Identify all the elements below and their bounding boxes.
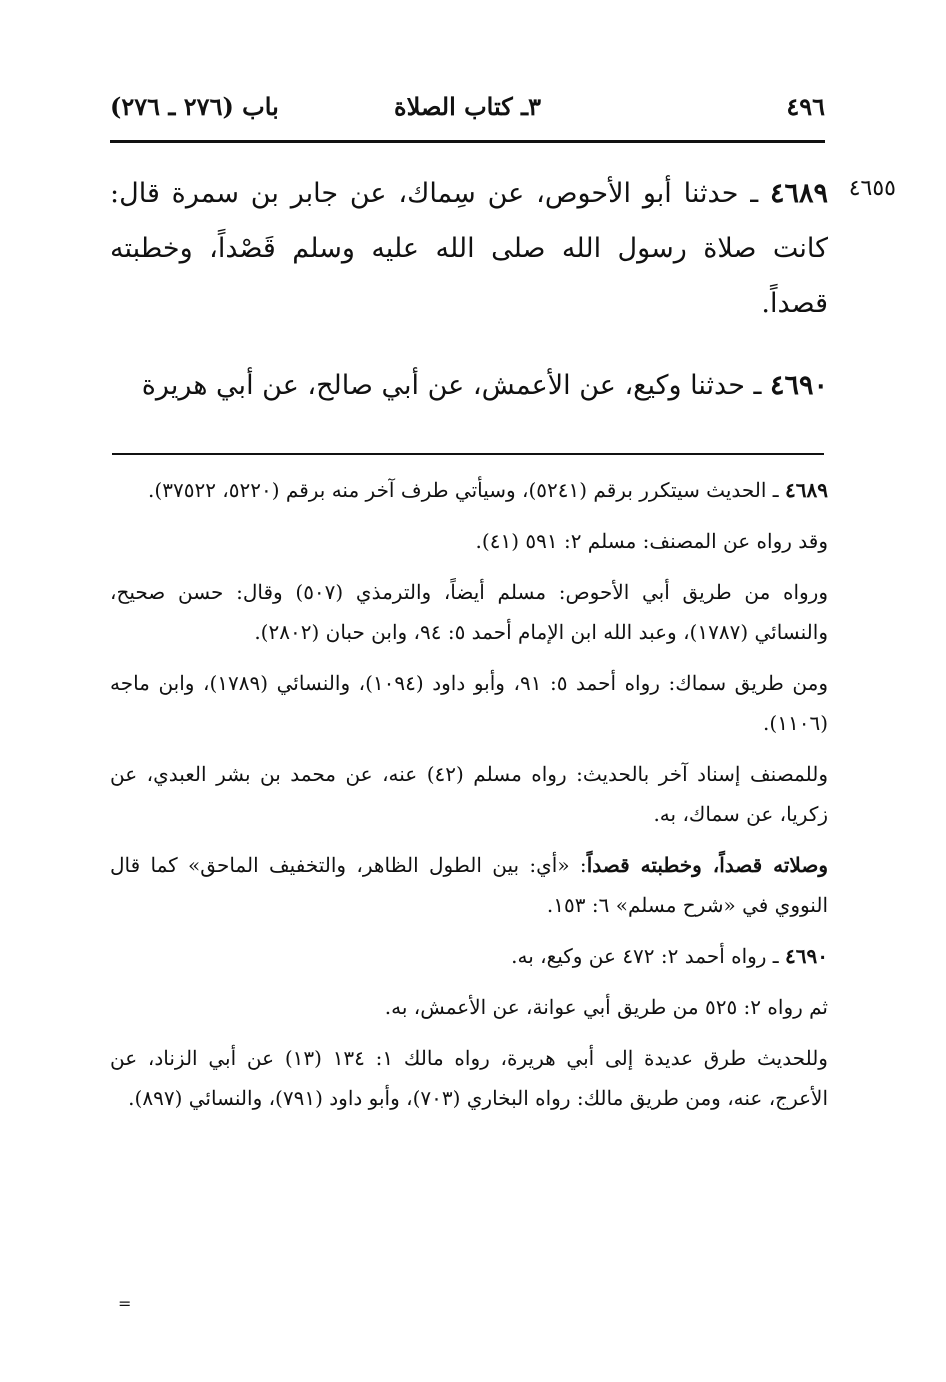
footnote-paragraph: وللمصنف إسناد آخر بالحديث: رواه مسلم (٤٢) عنه، عن محمد بن بشر العبدي، عن زكريا، عن سماك، به. bbox=[110, 762, 828, 826]
footnote-paragraph: ثم رواه ٢: ٥٢٥ من طريق أبي عوانة، عن الأعمش، به. bbox=[384, 995, 828, 1019]
header-divider bbox=[110, 140, 825, 143]
footnote-paragraph: ورواه من طريق أبي الأحوص: مسلم أيضاً، والترمذي (٥٠٧) وقال: حسن صحيح، والنسائي (١٧٨٧)، وعبد الله ابن الإمام أحمد ٥: ٩٤، وابن حبان (٢٨٠٢). bbox=[110, 580, 828, 644]
footnote-number: ٤٦٨٩ bbox=[785, 478, 828, 502]
footnote-divider bbox=[112, 453, 824, 455]
book-title: ٣ـ كتاب الصلاة bbox=[394, 92, 541, 121]
hadith-number: ٤٦٩٠ bbox=[769, 370, 828, 401]
page-number: ٤٩٦ bbox=[786, 92, 825, 121]
hadith-4689 bbox=[110, 166, 828, 331]
footnote-paragraph: ٤٦٨٩ ـ الحديث سيتكرر برقم (٥٢٤١)، وسيأتي طرف آخر منه برقم (٥٢٢٠، ٣٧٥٢٢). bbox=[148, 478, 828, 502]
footnote-number: ٤٦٩٠ bbox=[785, 944, 828, 968]
continuation-mark: = bbox=[118, 1294, 132, 1313]
footnote-paragraph: ومن طريق سماك: رواه أحمد ٥: ٩١، وأبو داود (١٠٩٤)، والنسائي (١٧٨٩)، وابن ماجه (١١٠٦). bbox=[110, 671, 828, 735]
chapter-title: باب (٢٧٦ ـ ٢٧٦) bbox=[110, 92, 279, 121]
hadith-text: ـ حدثنا وكيع، عن الأعمش، عن أبي صالح، عن أبي هريرة bbox=[141, 370, 770, 401]
footnote-paragraph: وللحديث طرق عديدة إلى أبي هريرة، رواه مالك ١: ١٣٤ (١٣) عن أبي الزناد، عن الأعرج، عنه، ومن طريق مالك: رواه البخاري (٧٠٣)، وأبو داود (٧٩١)، والنسائي (٨٩٧). bbox=[110, 1046, 828, 1110]
footnote-keyword: وصلاته قصداً، وخطبته قصداً bbox=[586, 853, 828, 877]
footnote-paragraph: وصلاته قصداً، وخطبته قصداً: «أي: بين الطول الظاهر، والتخفيف الماحق» كما قال النووي في «شرح مسلم» ٦: ١٥٣. bbox=[110, 853, 828, 917]
running-header bbox=[110, 90, 825, 128]
footnotes bbox=[110, 470, 828, 1129]
footnote-paragraph: وقد رواه عن المصنف: مسلم ٢: ٥٩١ (٤١). bbox=[475, 529, 828, 553]
hadith-text: ـ حدثنا أبو الأحوص، عن سِماك، عن جابر بن سمرة قال: كانت صلاة رسول الله صلى الله عليه وسلم قَصْداً، وخطبته قصداً. bbox=[110, 178, 828, 319]
margin-number: ٤٦٥٥ bbox=[848, 176, 896, 201]
hadith-number: ٤٦٨٩ bbox=[769, 178, 828, 209]
main-text bbox=[110, 166, 828, 413]
hadith-4690 bbox=[110, 358, 828, 413]
footnote-paragraph: ٤٦٩٠ ـ رواه أحمد ٢: ٤٧٢ عن وكيع، به. bbox=[511, 944, 828, 968]
